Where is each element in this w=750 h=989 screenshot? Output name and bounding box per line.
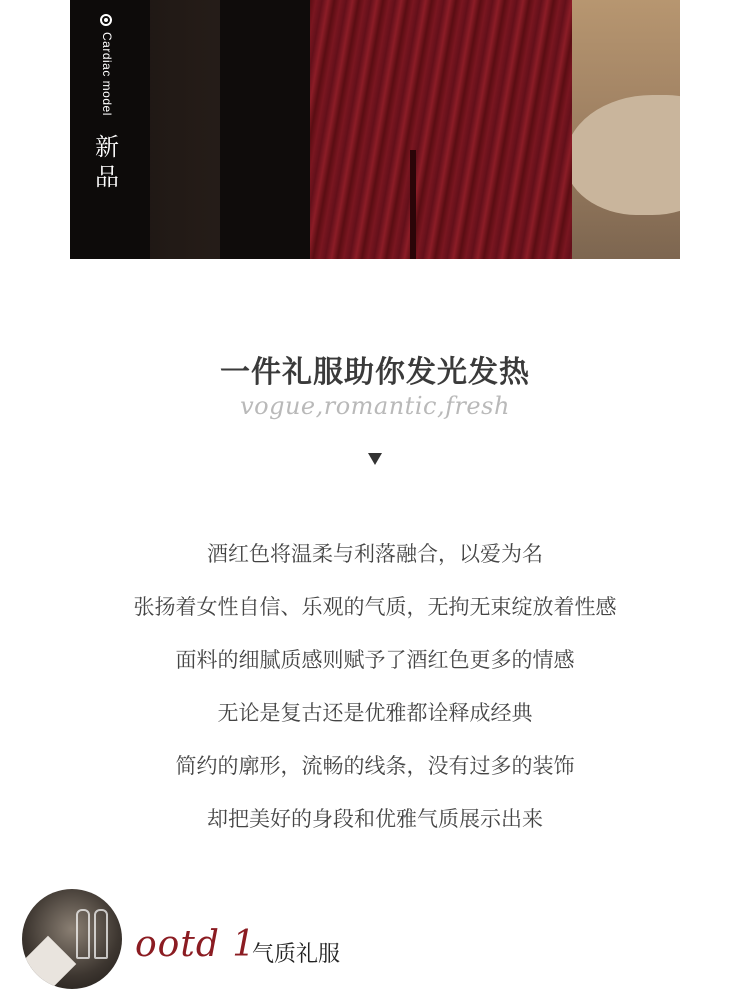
outfit-script-label: ootd 1 (135, 924, 257, 965)
description-line: 张扬着女性自信、乐观的气质，无拘无束绽放着性感 (133, 595, 617, 619)
description-line: 面料的细腻质感则赋予了酒红色更多的情感 (175, 648, 575, 672)
avatar-glass (94, 909, 108, 959)
outfit-avatar (22, 889, 122, 989)
section-title: 一件礼服助你发光发热 (220, 355, 530, 390)
description-list (0, 534, 750, 852)
hero-red-dress (310, 0, 572, 259)
section-subtitle: vogue,romantic,fresh (240, 392, 510, 420)
hero-new-tag: 新品 (95, 132, 119, 191)
hero-figure-left-leg (220, 0, 312, 259)
hero-badge (95, 14, 140, 192)
hero-image (70, 0, 680, 259)
avatar-glass (76, 909, 90, 959)
outfit-title: 气质礼服 (252, 942, 341, 967)
down-arrow-icon (368, 453, 382, 465)
description-line: 却把美好的身段和优雅气质展示出来 (207, 807, 543, 831)
description-line: 酒红色将温柔与利落融合，以爱为名 (207, 542, 543, 566)
hero-dress-slit (410, 150, 416, 259)
hero-vertical-label: Cardiac model (100, 32, 114, 116)
description-line: 无论是复古还是优雅都诠释成经典 (217, 701, 533, 725)
target-icon (100, 14, 112, 26)
description-line: 简约的廓形，流畅的线条，没有过多的装饰 (175, 754, 575, 778)
avatar-napkin (22, 936, 76, 989)
